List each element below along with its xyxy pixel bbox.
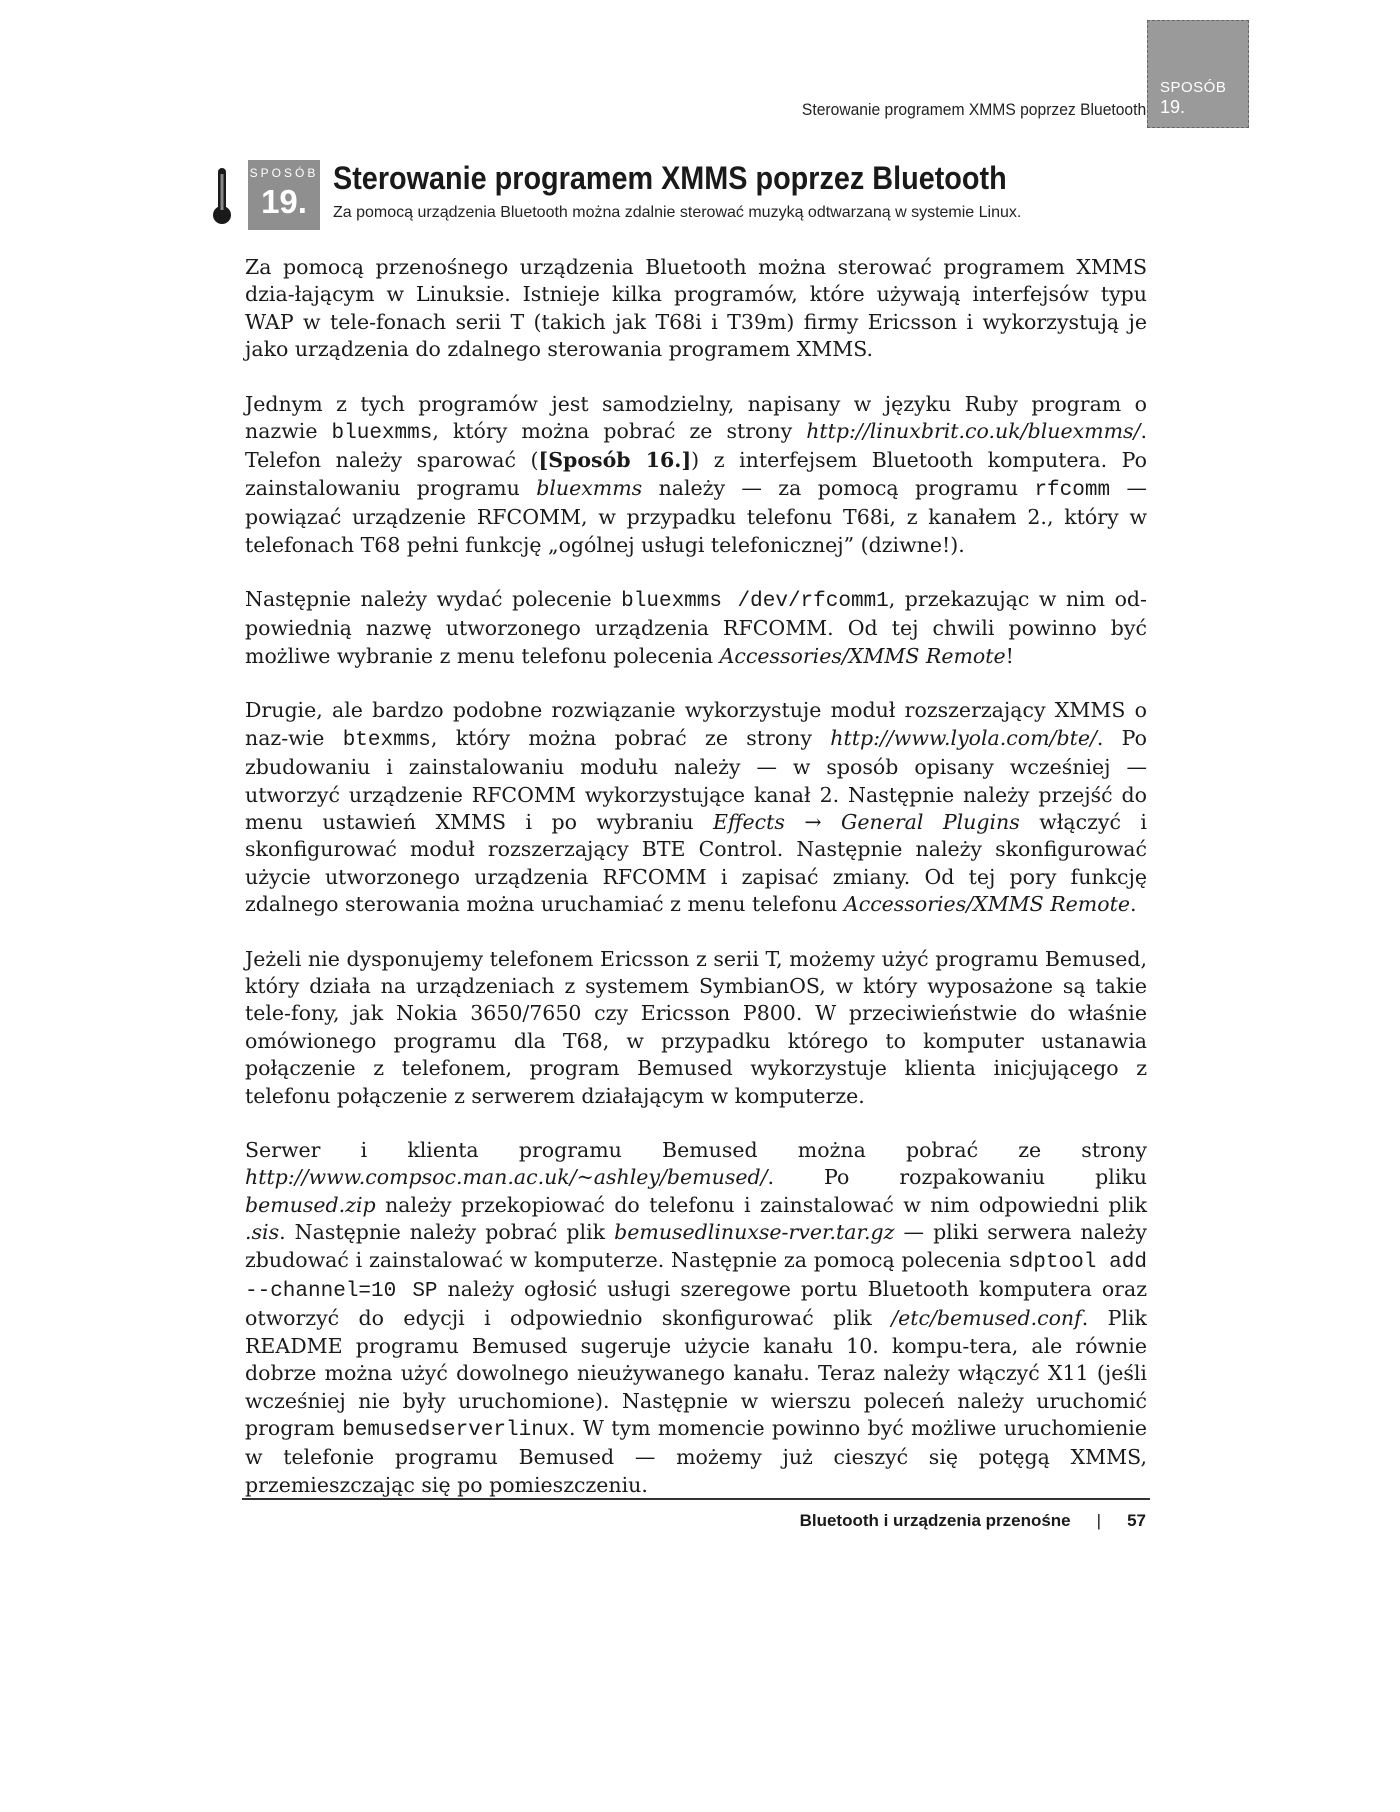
text: należy — za pomocą programu — [658, 475, 1019, 500]
arrow-icon: → — [804, 809, 822, 834]
text: . Następnie należy pobrać plik — [279, 1220, 606, 1245]
text: , przekazując w nim od-powiednią nazwę utworzonego urządzenia RFCOMM. Od tej chwili powinno być możliwe wybranie z menu telefonu polecenia — [245, 587, 1147, 668]
code-command: bluexmms /dev/rfcomm1 — [621, 590, 889, 614]
link-bemused-url[interactable]: http://www.compsoc.man.ac.uk/~ashley/bemused/ — [245, 1165, 768, 1190]
code-rfcomm: rfcomm — [1034, 478, 1111, 502]
text: , który można pobrać ze strony — [430, 725, 812, 750]
paragraph-1: Za pomocą przenośnego urządzenia Bluetooth można sterować programem XMMS dzia-łającym w Linuksie. Istnieje kilka programów, które używają interfejsów typu WAP w tele-fonach serii T (takich jak T68i i T39m) firmy Ericsson i wykorzystują je jako urządzenia do zdalnego sterowania programem XMMS. — [245, 255, 1147, 362]
link-lyola-url[interactable]: http://www.lyola.com/bte/ — [830, 725, 1097, 750]
menu-general-plugins: General Plugins — [840, 809, 1020, 834]
section-subtitle: Za pomocą urządzenia Bluetooth można zdalnie sterować muzyką odtwarzaną w systemie Linux. — [333, 204, 1022, 221]
text: . Po rozpakowaniu pliku — [767, 1165, 1147, 1190]
text: włączyć i skonfigurować moduł rozszerzający BTE Control. Następnie należy skonfigurować użycie utworzonego urządzenia RFCOMM i zapisać zmiany. Od tej pory funkcję zdalnego sterowania można uruchamiać z menu telefonu — [245, 809, 1147, 917]
text: . W tym momencie powinno być możliwe uruchomienie w telefonie programu Bemused — możemy już cieszyć się potęgą XMMS, przemieszczając się po pomieszczeniu. — [245, 1416, 1147, 1497]
code-sdptool: sdptool add --channel=10 SP — [245, 1250, 1147, 1303]
sposob-badge-number: 19. — [261, 183, 307, 220]
file-name: bemusedlinuxse-rver.tar.gz — [614, 1220, 895, 1245]
page-footer — [800, 1511, 1146, 1531]
text: Serwer i klienta programu Bemused można pobrać ze strony — [245, 1137, 1147, 1162]
program-name: bluexmms — [536, 475, 643, 500]
cross-reference[interactable]: [Sposób 16.] — [538, 448, 692, 473]
file-name: .sis — [245, 1220, 280, 1245]
text: . Plik README programu Bemused sugeruje użycie kanału 10. kompu-tera, ale równie dobrze można użyć dowolnego nieużywanego kanału. Teraz należy włączyć X11 (jeśli wcześniej nie były uruchomione). Następnie w wierszu poleceń należy uruchomić program — [245, 1306, 1147, 1441]
paragraph-4 — [245, 697, 1147, 918]
sposob-badge — [248, 160, 320, 230]
text: , który można pobrać ze strony — [432, 419, 793, 444]
code-btexmms: btexmms — [342, 728, 431, 752]
page-number: 57 — [1127, 1511, 1146, 1530]
sposob-badge-label: SPOSÓB — [249, 166, 319, 180]
corner-tab — [1147, 20, 1249, 128]
text: Następnie należy wydać polecenie — [245, 587, 612, 612]
section-title: Sterowanie programem XMMS poprzez Bluetooth — [333, 160, 1007, 196]
text: należy ogłosić usługi szeregowe portu Bluetooth komputera oraz otworzyć do edycji i odpowiednio skonfigurować plik — [245, 1277, 1147, 1331]
link-bluexmms-url[interactable]: http://linuxbrit.co.uk/bluexmms/ — [806, 419, 1141, 444]
chapter-title: Bluetooth i urządzenia przenośne — [799, 1511, 1071, 1530]
menu-path: Accessories/XMMS Remote — [719, 643, 1006, 668]
text: ! — [1005, 643, 1014, 668]
thermometer-icon — [212, 166, 232, 226]
running-header: Sterowanie programem XMMS poprzez Bluetooth — [801, 100, 1146, 119]
text: należy przekopiować do telefonu i zainstalować w nim odpowiedni plik — [385, 1192, 1147, 1217]
code-bemusedserverlinux: bemusedserverlinux — [342, 1419, 570, 1443]
paragraph-6 — [245, 1137, 1147, 1499]
menu-path: Accessories/XMMS Remote — [843, 892, 1130, 917]
paragraph-2 — [245, 391, 1147, 559]
corner-tab-label: SPOSÓB — [1160, 79, 1227, 96]
text: ) z interfejsem Bluetooth komputera. Po zainstalowaniu programu — [245, 448, 1147, 500]
file-name: /etc/bemused.conf — [891, 1306, 1082, 1331]
text: Drugie, ale bardzo podobne rozwiązanie wykorzystuje moduł rozszerzający XMMS o naz-wie — [245, 698, 1147, 750]
menu-effects: Effects — [713, 809, 785, 834]
footer-separator: | — [1096, 1511, 1102, 1530]
paragraph-5: Jeżeli nie dysponujemy telefonem Ericsson z serii T, możemy użyć programu Bemused, który działa na urządzeniach z systemem SymbianOS, w który wyposażone są takie tele-fony, jak Nokia 3650/7650 czy Ericsson P800. W przeciwieństwie do właśnie omówionego programu dla T68, w przypadku którego to komputer ustanawia połączenie z telefonem, program Bemused wykorzystuje klienta inicjującego z telefonu połączenie z serwerem działającym w komputerze. — [245, 946, 1147, 1108]
text: — pliki serwera należy zbudować i zainstalować w komputerze. Następnie za pomocą polecenia — [245, 1220, 1147, 1272]
paragraph-3 — [245, 586, 1147, 670]
text: . Telefon należy sparować ( — [245, 419, 1147, 473]
text: — powiązać urządzenie RFCOMM, w przypadku telefonu T68i, z kanałem 2., który w telefonach T68 pełni funkcję „ogólnej usługi telefonicznej” (dziwne!). — [245, 475, 1147, 557]
text: . — [1129, 892, 1137, 917]
file-name: bemused.zip — [245, 1192, 376, 1217]
footer-rule — [242, 1498, 1150, 1500]
code-bluexmms: bluexmms — [331, 422, 433, 446]
corner-tab-number: 19. — [1160, 97, 1186, 117]
body-text — [245, 254, 1147, 1526]
text: Jednym z tych programów jest samodzielny, napisany w języku Ruby program o nazwie — [245, 391, 1147, 444]
text: . Po zbudowaniu i zainstalowaniu modułu należy — w sposób opisany wcześniej — utworzyć urządzenie RFCOMM wykorzystujące kanał 2. Następnie należy przejść do menu ustawień XMMS i po wybraniu — [245, 725, 1147, 834]
